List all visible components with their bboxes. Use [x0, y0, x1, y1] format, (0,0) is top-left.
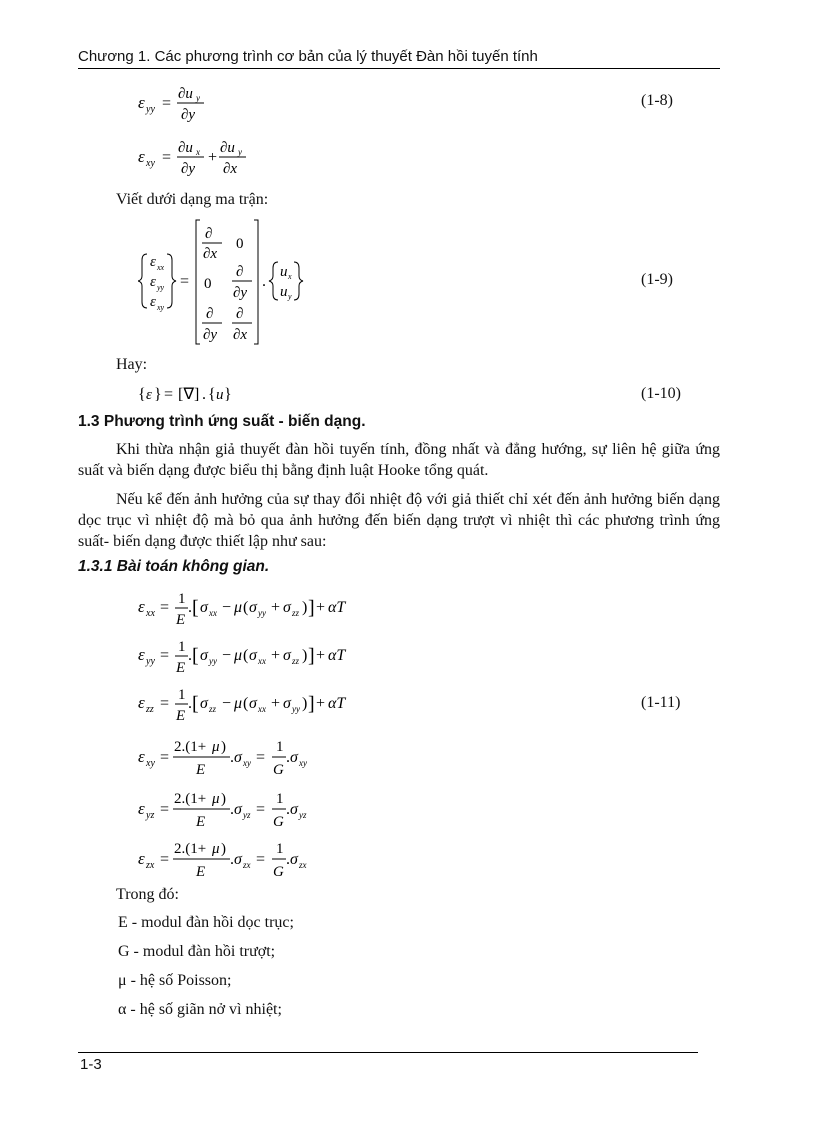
matrix-intro-text: Viết dưới dạng ma trận:: [116, 191, 269, 208]
equation-number-1-10: (1-10): [641, 385, 681, 402]
svg-text:}: }: [224, 386, 232, 403]
svg-text:+: +: [271, 599, 281, 616]
svg-text:xy: xy: [243, 758, 251, 768]
svg-text:−: −: [222, 695, 232, 712]
svg-text:σ: σ: [290, 749, 298, 766]
svg-text:E: E: [176, 612, 186, 628]
svg-text:.: .: [230, 851, 234, 868]
svg-text:[: [: [192, 693, 199, 715]
equation-eps-xy-shear: [138, 734, 338, 785]
svg-text:zz: zz: [146, 704, 154, 715]
equation-eps-xy: [138, 136, 258, 183]
svg-text:.: .: [262, 273, 266, 290]
svg-text:αT: αT: [328, 599, 346, 616]
paragraph-hooke-law: [78, 439, 720, 481]
svg-text:): ): [302, 695, 308, 712]
equation-eps-yy-stress: [138, 634, 378, 683]
svg-text:[: [: [192, 645, 199, 667]
svg-text:xx: xx: [258, 656, 266, 666]
svg-text:αT: αT: [328, 647, 346, 664]
svg-text:.: .: [188, 695, 192, 712]
svg-text:=: =: [160, 599, 170, 616]
svg-text:0: 0: [236, 236, 244, 252]
equation-matrix-strain: [138, 216, 318, 353]
equation-number-1-8: (1-8): [641, 92, 673, 109]
svg-text:σ: σ: [200, 695, 208, 712]
svg-text:ε: ε: [150, 254, 156, 270]
svg-text:): ): [221, 841, 226, 857]
where-text: Trong đó:: [116, 886, 179, 903]
svg-text:u: u: [216, 387, 224, 403]
svg-text:ε: ε: [138, 93, 145, 112]
svg-text:+: +: [271, 695, 281, 712]
svg-text:(: (: [243, 647, 249, 664]
svg-text:.: .: [188, 599, 192, 616]
svg-text:+: +: [271, 647, 281, 664]
equation-eps-yy: [138, 82, 228, 129]
svg-text:2.(1+: 2.(1+: [174, 841, 207, 857]
svg-text:∂x: ∂x: [233, 327, 248, 343]
svg-text:xx: xx: [157, 263, 165, 272]
equation-eps-xx-stress: [138, 586, 378, 635]
svg-text:1: 1: [276, 791, 284, 807]
svg-text:σ: σ: [283, 599, 291, 616]
svg-text:.: .: [230, 749, 234, 766]
svg-text:.: .: [286, 851, 290, 868]
svg-text:zz: zz: [292, 656, 300, 666]
svg-text:σ: σ: [234, 801, 242, 818]
svg-text:[∇]: [∇]: [178, 386, 200, 403]
svg-text:): ): [302, 599, 308, 616]
svg-text:.: .: [188, 647, 192, 664]
svg-text:): ): [221, 791, 226, 807]
svg-text:u: u: [280, 284, 288, 300]
svg-text:=: =: [160, 695, 170, 712]
svg-text:=: =: [180, 273, 190, 290]
svg-text:μ: μ: [212, 739, 220, 755]
svg-text:]: ]: [308, 693, 315, 715]
definition-G: G - modul đàn hồi trượt;: [118, 943, 276, 960]
svg-text:xx: xx: [209, 608, 217, 618]
svg-text:1: 1: [178, 639, 186, 655]
svg-text:1: 1: [178, 687, 186, 703]
definition-alpha: α - hệ số giãn nở vì nhiệt;: [118, 1001, 282, 1018]
svg-text:y: y: [196, 93, 200, 103]
svg-text:∂y: ∂y: [203, 327, 218, 343]
svg-text:.: .: [286, 801, 290, 818]
svg-text:y: y: [238, 147, 242, 157]
section-heading-1-3: 1.3 Phương trình ứng suất - biến dạng.: [78, 413, 366, 430]
svg-text:=: =: [256, 801, 266, 818]
svg-text:+: +: [208, 149, 218, 166]
svg-text:∂: ∂: [206, 306, 214, 322]
svg-text:=: =: [162, 149, 172, 166]
svg-text:σ: σ: [283, 647, 291, 664]
svg-text:=: =: [256, 749, 266, 766]
svg-text:=: =: [160, 647, 170, 664]
svg-text:σ: σ: [249, 695, 257, 712]
svg-text:y: y: [288, 292, 292, 301]
svg-text:ε: ε: [150, 294, 156, 310]
svg-text:σ: σ: [234, 749, 242, 766]
svg-text:−: −: [222, 647, 232, 664]
svg-text:yz: yz: [299, 810, 307, 820]
definition-mu: μ - hệ số Poisson;: [118, 972, 232, 989]
svg-text:E: E: [196, 864, 206, 880]
footer-rule: [78, 1052, 698, 1053]
svg-text:ε: ε: [138, 693, 145, 712]
svg-text:=: =: [256, 851, 266, 868]
svg-text:∂y: ∂y: [181, 161, 196, 177]
svg-text:σ: σ: [290, 851, 298, 868]
svg-text:G: G: [273, 814, 284, 830]
svg-text:∂: ∂: [236, 264, 244, 280]
svg-text:αT: αT: [328, 695, 346, 712]
svg-text:]: ]: [308, 597, 315, 619]
svg-text:2.(1+: 2.(1+: [174, 739, 207, 755]
svg-text:.: .: [286, 749, 290, 766]
svg-text:=: =: [164, 386, 174, 403]
svg-text:zx: zx: [243, 860, 251, 870]
svg-text:{: {: [208, 386, 216, 403]
svg-text:x: x: [288, 272, 292, 281]
svg-text:yy: yy: [157, 283, 165, 292]
definition-E: E - modul đàn hồi dọc trục;: [118, 914, 294, 931]
svg-text:1: 1: [178, 591, 186, 607]
svg-text:}: }: [154, 386, 162, 403]
svg-text:E: E: [196, 762, 206, 778]
svg-text:σ: σ: [200, 647, 208, 664]
svg-text:]: ]: [308, 645, 315, 667]
svg-text:2.(1+: 2.(1+: [174, 791, 207, 807]
svg-text:=: =: [162, 95, 172, 112]
svg-text:+: +: [316, 599, 326, 616]
svg-text:σ: σ: [283, 695, 291, 712]
svg-text:0: 0: [204, 276, 212, 292]
svg-text:∂y: ∂y: [181, 107, 196, 123]
svg-text:xy: xy: [146, 158, 155, 169]
equation-eps-zx-shear: [138, 836, 338, 887]
svg-text:G: G: [273, 864, 284, 880]
svg-text:yy: yy: [258, 608, 266, 618]
svg-text:μ: μ: [212, 791, 220, 807]
svg-text:xx: xx: [146, 608, 155, 619]
equation-compact-form: [138, 380, 248, 411]
svg-text:xx: xx: [258, 704, 266, 714]
svg-text:μ: μ: [234, 599, 243, 616]
paragraph-thermal-effect: [78, 489, 720, 552]
svg-text:+: +: [316, 647, 326, 664]
svg-text:(: (: [243, 599, 249, 616]
svg-text:=: =: [160, 801, 170, 818]
svg-text:−: −: [222, 599, 232, 616]
svg-text:zz: zz: [292, 608, 300, 618]
svg-text:.: .: [202, 386, 206, 403]
svg-text:yy: yy: [209, 656, 217, 666]
svg-text:∂x: ∂x: [223, 161, 238, 177]
svg-text:ε: ε: [138, 597, 145, 616]
svg-text:.: .: [230, 801, 234, 818]
svg-text:yy: yy: [146, 656, 155, 667]
svg-text:σ: σ: [234, 851, 242, 868]
svg-text:xy: xy: [146, 758, 155, 769]
svg-text:ε: ε: [138, 747, 145, 766]
svg-text:ε: ε: [138, 645, 145, 664]
svg-text:σ: σ: [290, 801, 298, 818]
equation-eps-zz-stress: [138, 682, 378, 731]
paragraph-hooke-law-text: Khi thừa nhận giả thuyết đàn hồi tuyến tính, đồng nhất và đẳng hướng, sự liên hệ giữa ứng suất và biến dạng được biểu thị bằng định luật Hooke tổng quát.: [78, 441, 720, 479]
svg-text:μ: μ: [234, 647, 243, 664]
svg-text:σ: σ: [249, 647, 257, 664]
svg-text:zz: zz: [209, 704, 217, 714]
svg-text:+: +: [316, 695, 326, 712]
svg-text:zx: zx: [146, 860, 155, 871]
svg-text:xy: xy: [299, 758, 307, 768]
svg-text:ε: ε: [146, 387, 152, 403]
svg-text:=: =: [160, 851, 170, 868]
svg-text:∂: ∂: [205, 226, 213, 242]
svg-text:∂: ∂: [236, 306, 244, 322]
svg-text:μ: μ: [234, 695, 243, 712]
running-header: Chương 1. Các phương trình cơ bản của lý thuyết Đàn hồi tuyến tính: [78, 48, 538, 65]
svg-text:xy: xy: [157, 303, 165, 312]
svg-text:yy: yy: [292, 704, 300, 714]
subsection-heading-1-3-1: 1.3.1 Bài toán không gian.: [78, 558, 270, 575]
svg-text:yy: yy: [146, 104, 155, 115]
svg-text:=: =: [160, 749, 170, 766]
equation-number-1-11: (1-11): [641, 694, 681, 711]
svg-text:∂u: ∂u: [178, 140, 193, 156]
svg-text:E: E: [176, 660, 186, 676]
svg-text:(: (: [243, 695, 249, 712]
svg-text:u: u: [280, 264, 288, 280]
svg-text:G: G: [273, 762, 284, 778]
equation-eps-yz-shear: [138, 786, 338, 837]
svg-text:∂x: ∂x: [203, 246, 218, 262]
svg-text:E: E: [196, 814, 206, 830]
svg-text:{: {: [138, 386, 146, 403]
svg-text:σ: σ: [200, 599, 208, 616]
svg-text:μ: μ: [212, 841, 220, 857]
svg-text:∂u: ∂u: [178, 86, 193, 102]
svg-text:∂y: ∂y: [233, 285, 248, 301]
svg-text:): ): [221, 739, 226, 755]
svg-text:[: [: [192, 597, 199, 619]
svg-text:∂u: ∂u: [220, 140, 235, 156]
svg-text:): ): [302, 647, 308, 664]
svg-text:yz: yz: [146, 810, 155, 821]
svg-text:σ: σ: [249, 599, 257, 616]
paragraph-thermal-effect-text: Nếu kể đến ảnh hưởng của sự thay đổi nhiệt độ với giả thiết chỉ xét đến ảnh hưởng biến dạng dọc trục vì nhiệt độ mà bỏ qua ảnh hưởng đến biến dạng trượt vì nhiệt thì các phương trình ứng suất- biến dạng được thiết lập như sau:: [78, 491, 720, 550]
svg-text:ε: ε: [138, 849, 145, 868]
header-rule: [78, 68, 720, 69]
svg-text:ε: ε: [138, 147, 145, 166]
svg-text:ε: ε: [150, 274, 156, 290]
svg-text:1: 1: [276, 739, 284, 755]
svg-text:E: E: [176, 708, 186, 724]
svg-text:zx: zx: [299, 860, 307, 870]
svg-text:ε: ε: [138, 799, 145, 818]
page-number: 1-3: [80, 1056, 102, 1073]
svg-text:yz: yz: [243, 810, 251, 820]
svg-text:1: 1: [276, 841, 284, 857]
hay-text: Hay:: [116, 356, 148, 373]
svg-text:x: x: [196, 147, 200, 157]
equation-number-1-9: (1-9): [641, 271, 673, 288]
